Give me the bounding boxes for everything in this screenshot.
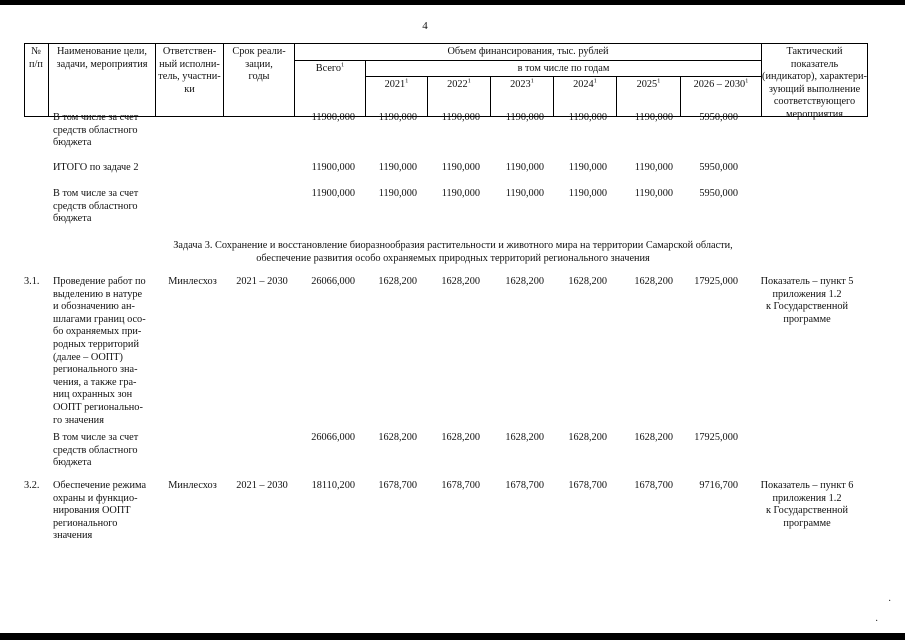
row-year-value: 5950,000	[699, 112, 738, 123]
row-total: 11900,000	[311, 162, 355, 173]
row-name: В том числе за счет средств областного бюджета	[53, 112, 139, 149]
row-year-value: 1678,700	[441, 480, 480, 491]
row-year-value: 9716,700	[699, 480, 738, 491]
row-name: Проведение работ по выделению в натуре и обозначению ан- шлагами границ осо- бо охраняемых при- родных территорий (далее – ООПТ) регионального зна- чения, а также гра- ниц охранных зон ООПТ регионально- го значения	[53, 276, 146, 426]
header-indicator: Тактический показатель (индикатор), характери- зующий выполнение соответствующего мероприятия	[762, 46, 867, 120]
bottom-scan-border	[0, 633, 905, 640]
row-name: В том числе за счет средств областного бюджета	[53, 432, 139, 469]
row-year-value: 1190,000	[634, 162, 673, 173]
row-name: ИТОГО по задаче 2	[53, 162, 139, 173]
row-year-value: 1190,000	[441, 112, 480, 123]
row-year-value: 1190,000	[378, 188, 417, 199]
row-term: 2021 – 2030	[236, 276, 288, 287]
header-year	[428, 79, 490, 92]
footnote-mark: 1	[530, 77, 534, 85]
row-year-value: 1628,200	[634, 432, 673, 443]
row-year-value: 1190,000	[505, 162, 544, 173]
row-year-value: 5950,000	[699, 188, 738, 199]
row-total: 18110,200	[311, 480, 355, 491]
row-year-value: 1628,200	[568, 276, 607, 287]
row-year-value: 17925,000	[694, 276, 738, 287]
row-year-value: 1190,000	[634, 188, 673, 199]
header-year-label: 2024	[573, 79, 594, 90]
section-title: Задача 3. Сохранение и восстановление биоразнообразия растительности и животного мира на территории Самарской области, обеспечение развития особо охраняемых природных территорий регионального значения	[173, 240, 733, 264]
row-total: 26066,000	[311, 432, 355, 443]
header-year-label: 2021	[384, 79, 406, 90]
row-year-value: 1190,000	[441, 188, 480, 199]
scan-speck: ·	[875, 616, 879, 627]
header-number: № п/п	[29, 46, 43, 70]
row-year-value: 1678,700	[634, 480, 673, 491]
row-year-value: 1628,200	[568, 432, 607, 443]
row-total: 11900,000	[311, 188, 355, 199]
page-number: 4	[422, 20, 428, 32]
header-year-label: 2022	[447, 79, 468, 90]
row-year-value: 1628,200	[505, 276, 544, 287]
header-year	[491, 79, 553, 92]
header-total-label: Всего	[315, 63, 341, 74]
row-number: 3.1.	[24, 276, 40, 287]
row-year-value: 1628,200	[441, 276, 480, 287]
row-year-value: 17925,000	[694, 432, 738, 443]
row-year-value: 1190,000	[378, 162, 417, 173]
row-year-value: 1628,200	[634, 276, 673, 287]
row-year-value: 1190,000	[634, 112, 673, 123]
footnote-mark: 1	[405, 77, 409, 85]
header-year	[554, 79, 616, 92]
row-responsible: Минлесхоз	[168, 276, 217, 287]
row-year-value: 1628,200	[505, 432, 544, 443]
footnote-mark: 1	[341, 61, 345, 69]
row-year-value: 5950,000	[699, 162, 738, 173]
row-name: В том числе за счет средств областного бюджета	[53, 188, 139, 225]
row-year-value: 1678,700	[505, 480, 544, 491]
row-year-value: 1190,000	[505, 112, 544, 123]
header-year	[366, 79, 427, 92]
row-year-value: 1190,000	[568, 162, 607, 173]
row-year-value: 1190,000	[568, 112, 607, 123]
row-number: 3.2.	[24, 480, 40, 491]
row-year-value: 1628,200	[378, 276, 417, 287]
header-total	[295, 63, 365, 76]
row-year-value: 1628,200	[441, 432, 480, 443]
row-indicator: Показатель – пункт 6 приложения 1.2 к Государственной программе	[760, 480, 854, 529]
header-year-label: 2025	[636, 79, 658, 90]
header-responsible: Ответствен- ный исполни- тель, участни- ки	[158, 46, 221, 95]
row-responsible: Минлесхоз	[168, 480, 217, 491]
row-total: 26066,000	[311, 276, 355, 287]
footnote-mark: 1	[467, 77, 471, 85]
row-name: Обеспечение режима охраны и функцио- нирования ООПТ регионального значения	[53, 480, 147, 542]
row-term: 2021 – 2030	[236, 480, 288, 491]
scan-speck: ·	[888, 596, 892, 607]
footnote-mark: 1	[745, 77, 749, 85]
row-indicator: Показатель – пункт 5 приложения 1.2 к Государственной программе	[760, 276, 854, 325]
header-by-years: в том числе по годам	[517, 63, 610, 74]
row-year-value: 1190,000	[505, 188, 544, 199]
footnote-mark: 1	[593, 77, 597, 85]
top-scan-border	[0, 0, 905, 5]
header-year	[617, 79, 680, 92]
header-year-label: 2026 – 2030	[693, 79, 746, 90]
row-year-value: 1678,700	[378, 480, 417, 491]
header-year-label: 2023	[510, 79, 531, 90]
row-year-value: 1190,000	[441, 162, 480, 173]
header-finance: Объем финансирования, тыс. рублей	[447, 46, 609, 57]
header-name: Наименование цели, задачи, мероприятия	[56, 46, 148, 70]
row-total: 11900,000	[311, 112, 355, 123]
footnote-mark: 1	[657, 77, 661, 85]
row-year-value: 1190,000	[568, 188, 607, 199]
header-year	[681, 79, 761, 92]
row-year-value: 1678,700	[568, 480, 607, 491]
row-year-value: 1190,000	[378, 112, 417, 123]
row-year-value: 1628,200	[378, 432, 417, 443]
header-term: Срок реали- зации, годы	[232, 46, 286, 83]
